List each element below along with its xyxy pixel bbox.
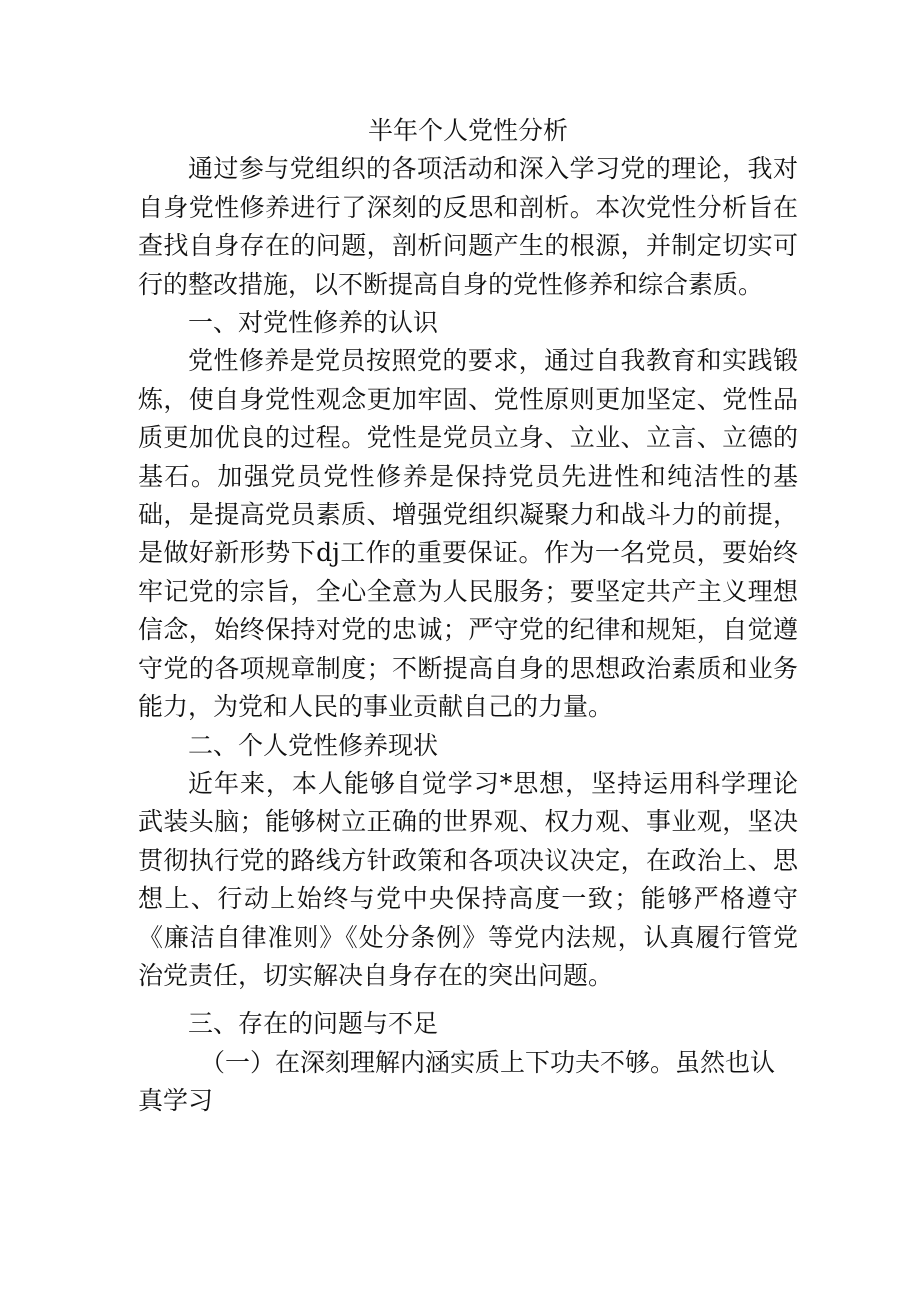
section-1-body: 党性修养是党员按照党的要求，通过自我教育和实践锻炼，使自身党性观念更加牢固、党性原则更加坚定、党性品质更加优良的过程。党性是党员立身、立业、立言、立德的基石。加强党员党性修养是保持党员先进性和纯洁性的基础，是提高党员素质、增强党组织凝聚力和战斗力的前提，是做好新形势下dj工作的重要保证。作为一名党员，要始终牢记党的宗旨，全心全意为人民服务；要坚定共产主义理想信念，始终保持对党的忠诚；严守党的纪律和规矩，自觉遵守党的各项规章制度；不断提高自身的思想政治素质和业务能力，为党和人民的事业贡献自己的力量。: [138, 346, 798, 722]
section-3-heading: 三、存在的问题与不足: [188, 1009, 439, 1039]
section-2-heading: 二、个人党性修养现状: [188, 730, 439, 760]
intro-paragraph: 通过参与党组织的各项活动和深入学习党的理论，我对自身党性修养进行了深刻的反思和剖析。本次党性分析旨在查找自身存在的问题，剖析问题产生的根源，并制定切实可行的整改措施，以不断提高自身的党性修养和综合素质。: [138, 154, 798, 299]
document-page: [138, 112, 798, 1121]
section-3-subheading: （一）在深刻理解内涵实质上下功夫不够。虽然也认真学习: [138, 1047, 776, 1116]
section-1-heading: 一、对党性修养的认识: [188, 308, 439, 338]
section-2-body: 近年来，本人能够自觉学习*思想，坚持运用科学理论武装头脑；能够树立正确的世界观、权力观、事业观，坚决贯彻执行党的路线方针政策和各项决议决定，在政治上、思想上、行动上始终与党中央保持高度一致；能够严格遵守《廉洁自律准则》《处分条例》等党内法规，认真履行管党治党责任，切实解决自身存在的突出问题。: [138, 768, 798, 990]
document-title: 半年个人党性分析: [367, 116, 568, 145]
